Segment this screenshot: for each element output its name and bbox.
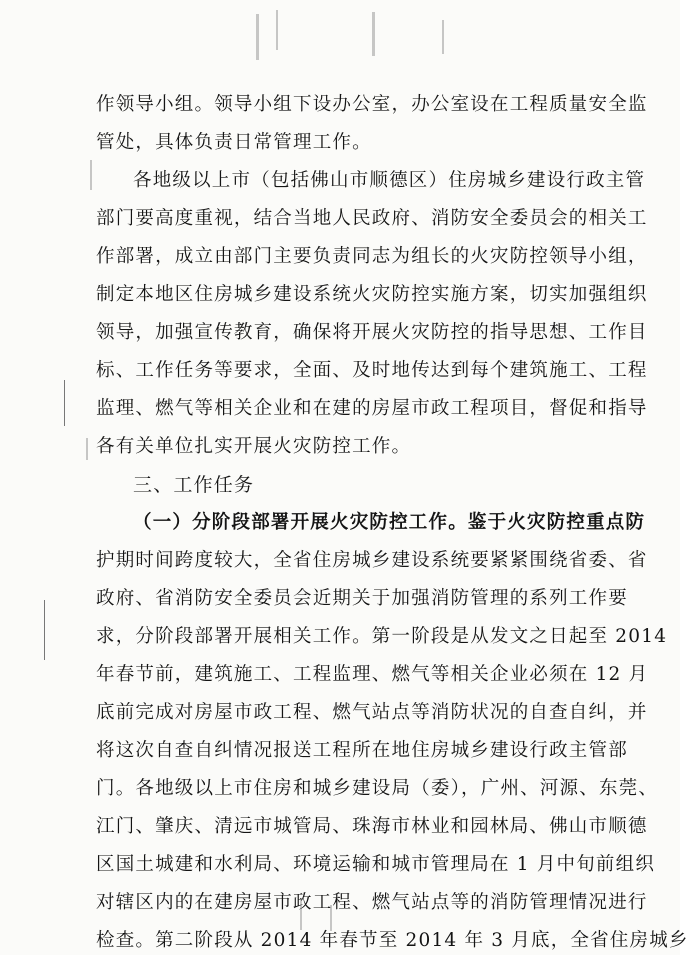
text-line: 作部署，成立由部门主要负责同志为组长的火灾防控领导小组， <box>96 246 648 267</box>
section-heading: 三、工作任务 <box>133 474 255 496</box>
text-line: 制定本地区住房城乡建设系统火灾防控实施方案，切实加强组织 <box>96 284 648 305</box>
text-line: 标、工作任务等要求，全面、及时地传达到每个建筑施工、工程 <box>96 360 648 381</box>
text-line: 检查。第二阶段从 2014 年春节至 2014 年 3 月底，全省住房城乡 <box>96 930 689 951</box>
text-line: 作领导小组。领导小组下设办公室，办公室设在工程质量安全监 <box>96 94 648 115</box>
text-line: 部门要高度重视，结合当地人民政府、消防安全委员会的相关工 <box>96 208 648 229</box>
text-line: 江门、肇庆、清远市城管局、珠海市林业和园林局、佛山市顺德 <box>96 816 648 837</box>
text-line: 护期时间跨度较大，全省住房城乡建设系统要紧紧围绕省委、省 <box>96 550 648 571</box>
scan-artifact <box>372 12 375 56</box>
text-line: 领导，加强宣传教育，确保将开展火灾防控的指导思想、工作目 <box>96 322 648 343</box>
scan-artifact <box>86 438 88 460</box>
text-line: 管处，具体负责日常管理工作。 <box>96 132 372 153</box>
scan-artifact <box>90 160 92 190</box>
subsection-heading: （一）分阶段部署开展火灾防控工作。鉴于火灾防控重点防 <box>133 512 646 533</box>
text-line: 对辖区内的在建房屋市政工程、燃气站点等的消防管理情况进行 <box>96 892 648 913</box>
margin-mark <box>44 600 45 660</box>
text-line: 求，分阶段部署开展相关工作。第一阶段是从发文之日起至 2014 <box>96 626 668 647</box>
text-line: 年春节前，建筑施工、工程监理、燃气等相关企业必须在 12 月 <box>96 664 649 685</box>
text-line: 各地级以上市（包括佛山市顺德区）住房城乡建设行政主管 <box>133 170 646 191</box>
margin-mark <box>64 380 65 426</box>
document-body <box>96 86 689 960</box>
text-line: 区国土城建和水利局、环境运输和城市管理局在 1 月中旬前组织 <box>96 854 656 875</box>
scan-artifact <box>276 10 278 50</box>
text-line: 监理、燃气等相关企业和在建的房屋市政工程项目，督促和指导 <box>96 398 648 419</box>
scan-artifact <box>256 14 259 60</box>
text-line: 政府、省消防安全委员会近期关于加强消防管理的系列工作要 <box>96 588 628 609</box>
text-line: 门。各地级以上市住房和城乡建设局（委），广州、河源、东莞、 <box>96 778 659 799</box>
text-line: 各有关单位扎实开展火灾防控工作。 <box>96 436 412 457</box>
text-line: 底前完成对房屋市政工程、燃气站点等消防状况的自查自纠，并 <box>96 702 648 723</box>
scan-artifact <box>442 20 444 54</box>
text-line: 将这次自查自纠情况报送工程所在地住房城乡建设行政主管部 <box>96 740 628 761</box>
